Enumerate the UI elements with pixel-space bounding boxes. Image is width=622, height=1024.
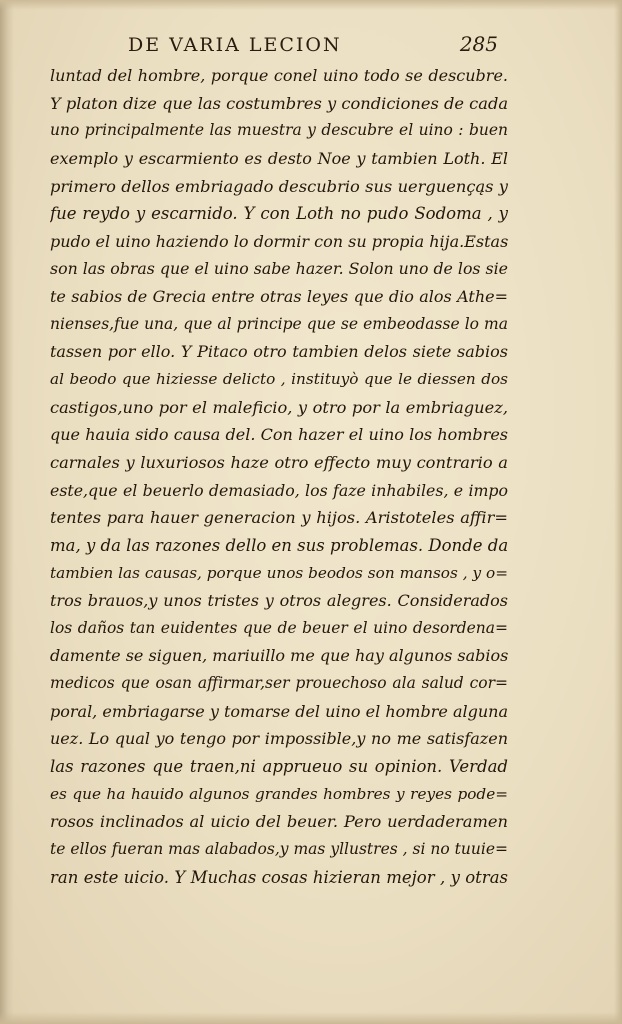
binding-shadow <box>0 0 14 1024</box>
text-line: uez. Lo qual yo tengo por impossible,y no me satisfazen <box>50 729 508 749</box>
text-line: ma, y da las razones dello en sus problemas. Donde da <box>50 535 508 555</box>
text-line: exemplo y escarmiento es desto Noe y tambien Loth. El <box>50 148 508 168</box>
text-line: son las obras que el uino sabe hazer. Solon uno de los sie <box>50 259 508 279</box>
text-line: tros brauos,y unos tristes y otros alegres. Considerados <box>50 591 508 611</box>
text-line: tambien las causas, porque unos beodos son mansos , y o= <box>50 563 508 582</box>
text-line: nienses,fue una, que al principe que se embeodasse lo ma <box>50 314 508 333</box>
bottom-page-edge <box>0 1012 622 1024</box>
text-line: te ellos fueran mas alabados,y mas yllustres , si no tuuie= <box>50 839 508 858</box>
page-number: 285 <box>459 32 498 56</box>
text-line: Y platon dize que las costumbres y condiciones de cada <box>50 93 508 113</box>
text-line: pudo el uino haziendo lo dormir con su propia hija.Estas <box>50 231 508 251</box>
page-header <box>128 30 498 64</box>
right-page-edge <box>614 0 622 1024</box>
text-line: los daños tan euidentes que de beuer el uino desordena= <box>50 618 508 637</box>
text-line: este,que el beuerlo demasiado, los faze inhabiles, e impo <box>50 480 508 500</box>
text-line: luntad del hombre, porque conel uino todo se descubre. <box>50 66 508 85</box>
text-line: te sabios de Grecia entre otras leyes que dio alos Athe= <box>50 287 508 307</box>
text-line: uno principalmente las muestra y descubre el uino : buen <box>50 121 508 140</box>
text-line: castigos,uno por el maleficio, y otro por la embriaguez, <box>50 397 508 417</box>
running-head: DE VARIA LECION <box>128 34 342 56</box>
text-line: rosos inclinados al uicio del beuer. Pero uerdaderamen <box>50 812 508 832</box>
body-text <box>50 62 508 891</box>
text-line: al beodo que hiziesse delicto , instituyò que le diessen dos <box>50 370 508 389</box>
text-line: que hauia sido causa del. Con hazer el uino los hombres <box>50 425 508 445</box>
text-line: ran este uicio. Y Muchas cosas hizieran mejor , y otras <box>50 867 508 887</box>
text-line: las razones que traen,ni apprueuo su opinion. Verdad <box>50 757 508 777</box>
text-line: fue reydo y escarnido. Y con Loth no pudo Sodoma , y <box>50 204 508 224</box>
text-line: es que ha hauido algunos grandes hombres y reyes pode= <box>50 784 508 803</box>
text-line: tentes para hauer generacion y hijos. Aristoteles affir= <box>50 508 508 528</box>
text-line: poral, embriagarse y tomarse del uino el hombre alguna <box>50 701 508 721</box>
text-line: carnales y luxuriosos haze otro effecto muy contrario a <box>50 452 508 472</box>
text-line: tassen por ello. Y Pitaco otro tambien delos siete sabios <box>50 342 508 362</box>
text-line: primero dellos embriagado descubrio sus uerguençąs y <box>50 176 508 196</box>
text-line: medicos que osan affirmar,ser prouechoso ala salud cor= <box>50 674 508 693</box>
top-page-edge <box>0 0 622 10</box>
text-line: damente se siguen, mariuillo me que hay algunos sabios <box>50 646 508 666</box>
